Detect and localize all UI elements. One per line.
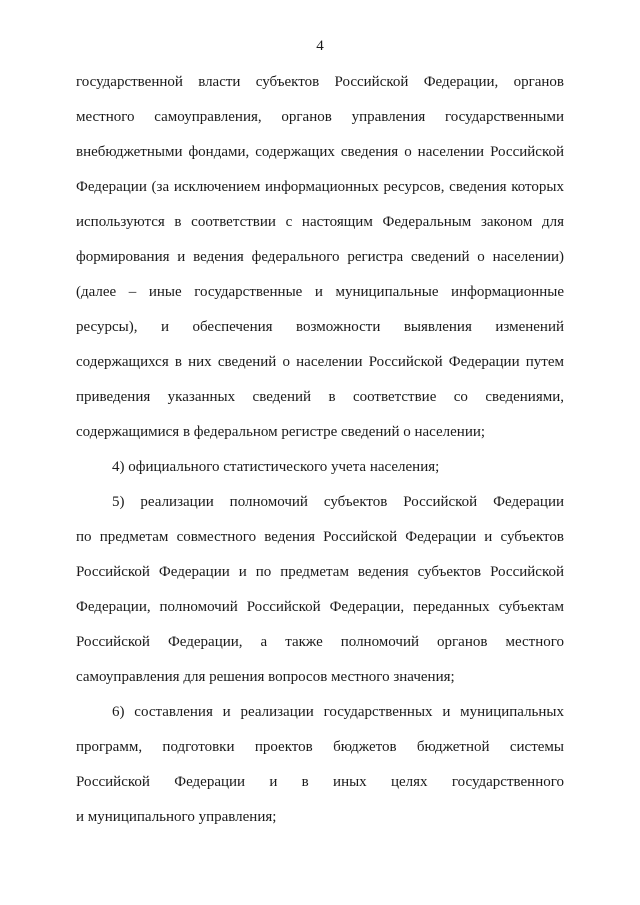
- text-line: приведения указанных сведений в соответствие со сведениями,: [76, 389, 564, 405]
- text-line: и муниципального управления;: [76, 809, 277, 825]
- text-line: содержащимися в федеральном регистре сведений о населении;: [76, 424, 486, 440]
- text-line: 5) реализации полномочий субъектов Российской Федерации: [112, 494, 564, 510]
- text-line: внебюджетными фондами, содержащих сведения о населении Российской: [76, 144, 564, 160]
- text-line: ресурсы), и обеспечения возможности выявления изменений: [76, 319, 564, 335]
- text-line: Российской Федерации, а также полномочий органов местного: [76, 634, 564, 650]
- text-line: формирования и ведения федерального регистра сведений о населении): [76, 249, 564, 265]
- text-line: (далее – иные государственные и муниципальные информационные: [76, 284, 564, 300]
- text-line: 6) составления и реализации государственных и муниципальных: [112, 704, 564, 720]
- text-line: по предметам совместного ведения Российской Федерации и субъектов: [76, 529, 564, 545]
- text-line: самоуправления для решения вопросов местного значения;: [76, 669, 455, 685]
- text-line: Российской Федерации и в иных целях государственного: [76, 774, 564, 790]
- text-line: 4) официального статистического учета населения;: [112, 459, 440, 475]
- text-line: местного самоуправления, органов управления государственными: [76, 109, 564, 125]
- text-line: используются в соответствии с настоящим Федеральным законом для: [76, 214, 564, 230]
- text-line: программ, подготовки проектов бюджетов бюджетной системы: [76, 739, 564, 755]
- text-line: Федерации, полномочий Российской Федерации, переданных субъектам: [76, 599, 564, 615]
- text-line: Российской Федерации и по предметам ведения субъектов Российской: [76, 564, 564, 580]
- text-line: содержащихся в них сведений о населении Российской Федерации путем: [76, 354, 564, 370]
- text-line: государственной власти субъектов Российской Федерации, органов: [76, 74, 564, 90]
- page-number: 4: [316, 38, 324, 54]
- text-line: Федерации (за исключением информационных ресурсов, сведения которых: [76, 179, 564, 195]
